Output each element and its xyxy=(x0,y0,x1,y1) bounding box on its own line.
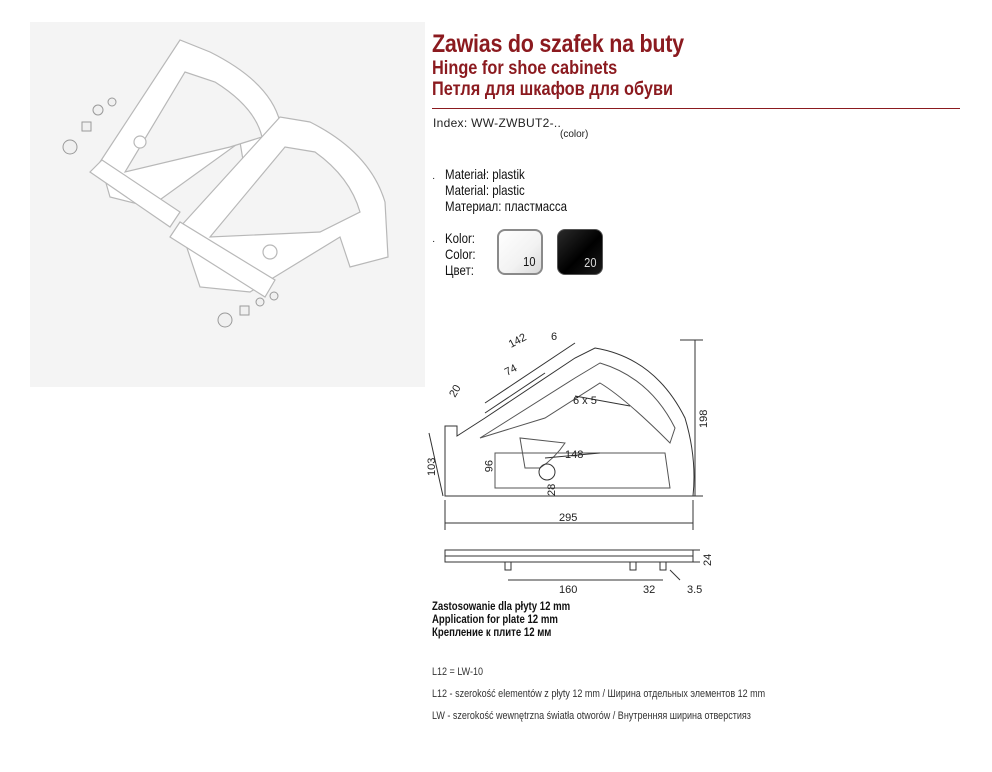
dim-103: 103 xyxy=(426,457,438,476)
dim-28: 28 xyxy=(546,483,558,496)
dim-142: 142 xyxy=(506,331,529,351)
note-lw-description: LW - szerokość wewnętrzna światła otworów / Внутренняя ширина отверстияз xyxy=(432,710,751,722)
color-swatch-black xyxy=(557,229,603,275)
product-index: Index: WW-ZWBUT2-.. xyxy=(433,116,562,130)
color-swatch-white xyxy=(497,229,543,275)
dim-160: 160 xyxy=(559,584,578,596)
index-color-hint: (color) xyxy=(560,129,589,140)
dimension-drawing xyxy=(425,318,725,598)
dim-198: 198 xyxy=(698,409,710,428)
dim-20: 20 xyxy=(447,382,464,400)
color-label-en: Color: xyxy=(445,246,476,262)
dim-96: 96 xyxy=(482,460,494,473)
color-label-pl: Kolor: xyxy=(445,230,475,246)
product-photo xyxy=(30,22,425,387)
dim-295: 295 xyxy=(559,512,578,524)
application-ru: Крепление к плите 12 мм xyxy=(432,625,552,639)
dim-24: 24 xyxy=(702,553,714,566)
application-pl: Zastosowanie dla płyty 12 mm xyxy=(432,599,571,613)
application-en: Application for plate 12 mm xyxy=(432,612,558,626)
dim-6: 6 xyxy=(551,331,558,343)
dim-32: 32 xyxy=(643,584,656,596)
title-english: Hinge for shoe cabinets xyxy=(432,58,618,79)
technical-drawing xyxy=(425,318,725,598)
bullet-color: · xyxy=(432,236,436,247)
swatch-code-black: 20 xyxy=(583,255,596,270)
material-ru: Материал: пластмасса xyxy=(445,198,568,214)
color-label-ru: Цвет: xyxy=(445,262,474,278)
bullet-material: · xyxy=(432,173,436,184)
dim-148: 148 xyxy=(565,449,584,461)
swatch-code-white: 10 xyxy=(522,254,535,269)
note-l12-formula: L12 = LW-10 xyxy=(432,666,484,678)
title-divider xyxy=(432,108,960,109)
material-pl: Materiał: plastik xyxy=(445,166,525,182)
application-spec xyxy=(432,600,570,639)
material-en: Material: plastic xyxy=(445,182,525,198)
material-spec xyxy=(445,166,567,214)
title-russian: Петля для шкафов для обуви xyxy=(432,79,674,100)
title-block xyxy=(432,30,960,100)
dim-6x5: 6 x 5 xyxy=(573,395,597,407)
dim-74: 74 xyxy=(502,362,520,379)
dim-3-5: 3.5 xyxy=(687,584,703,596)
note-l12-description: L12 - szerokość elementów z płyty 12 mm / Ширина отдельных элементов 12 mm xyxy=(432,688,766,700)
color-spec xyxy=(445,230,476,278)
hinge-illustration xyxy=(30,22,425,387)
title-polish: Zawias do szafek na buty xyxy=(432,30,684,58)
